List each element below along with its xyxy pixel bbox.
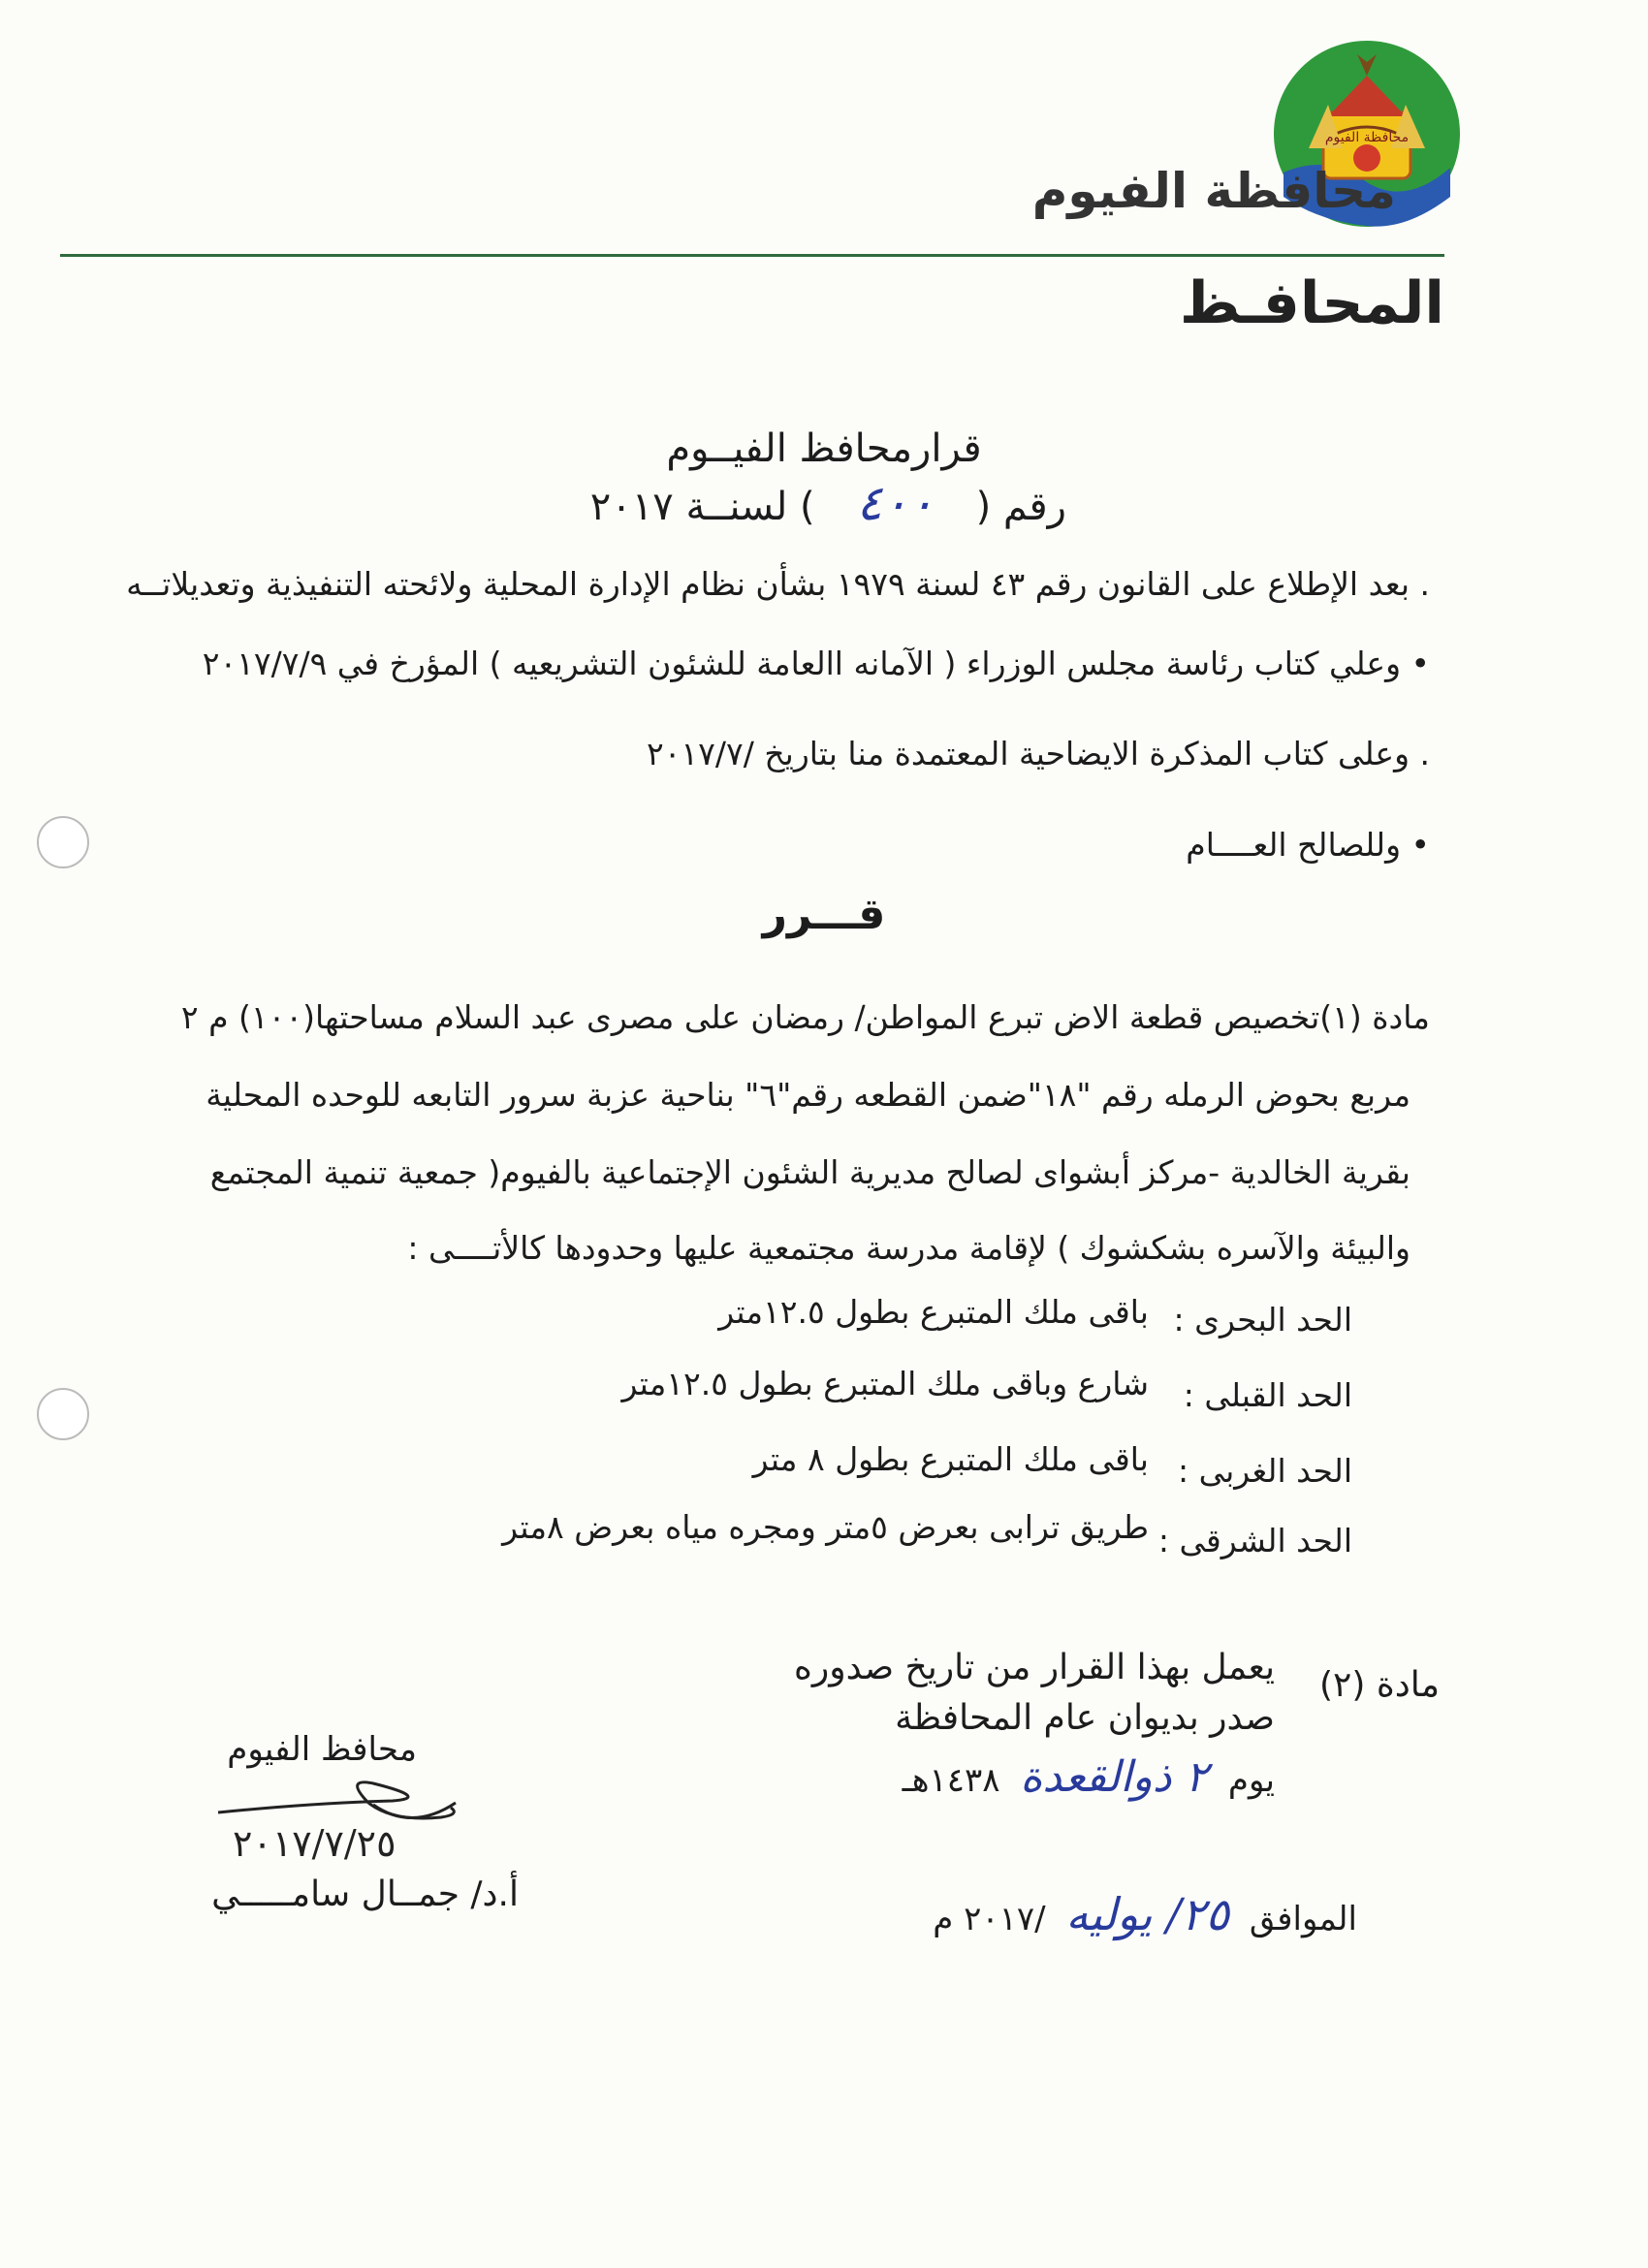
preamble-line: . وعلى كتاب المذكرة الايضاحية المعتمدة منا بتاريخ /٢٠١٧/٧	[646, 735, 1430, 772]
hijri-handwritten: ٢ ذوالقعدة	[1020, 1752, 1209, 1802]
punch-hole	[37, 1388, 89, 1440]
article2-text: يعمل بهذا القرار من تاريخ صدوره	[793, 1648, 1275, 1687]
gregorian-prefix: الموافق	[1249, 1900, 1357, 1938]
hijri-prefix: يوم	[1227, 1761, 1275, 1800]
governor-heading: المحافـظ	[1179, 269, 1444, 337]
boundary-label: الحد الشرقى :	[1157, 1522, 1352, 1559]
hijri-year: ١٤٣٨هـ	[902, 1761, 1000, 1800]
logo-text: محافظة الفيوم	[1324, 130, 1410, 145]
decided-heading: قـــرر	[762, 890, 886, 939]
boundary-value: باقى ملك المتبرع بطول ١٢.٥متر	[718, 1293, 1149, 1331]
decision-title: قرارمحافظ الفيــوم	[666, 426, 982, 471]
article1-line: مادة (١)تخصيص قطعة الاض تبرع المواطن/ رمضان على مصرى عبد السلام مساحتها(١٠٠) م ٢	[180, 998, 1430, 1036]
signatory-name: أ.د/ جمــال سامـــــي	[211, 1874, 519, 1914]
article1-line: بقرية الخالدية -مركز أبشواى لصالح مديرية الشئون الإجتماعية بالفيوم( جمعية تنمية المجتمع	[209, 1153, 1410, 1191]
signature-title: محافظ الفيوم	[227, 1730, 417, 1769]
boundary-label: الحد القبلى :	[1183, 1376, 1352, 1414]
decision-number-prefix: رقم (	[975, 485, 1066, 529]
gregorian-year: /٢٠١٧ م	[933, 1900, 1046, 1938]
boundary-label: الحد الغربى :	[1178, 1452, 1352, 1490]
article1-line: مربع بحوض الرمله رقم "١٨"ضمن القطعه رقم"٦" بناحية عزبة سرور التابعه للوحده المحلية	[206, 1076, 1410, 1114]
gregorian-handwritten: ٢٥/ يوليه	[1065, 1888, 1230, 1940]
punch-hole	[37, 816, 89, 868]
boundary-value: شارع وباقى ملك المتبرع بطول ١٢.٥متر	[621, 1365, 1149, 1402]
signature-date: ٢٠١٧/٧/٢٥	[233, 1822, 396, 1865]
decision-number: ٤٠٠	[856, 475, 935, 531]
boundary-label: الحد البحرى :	[1173, 1301, 1352, 1339]
hijri-date	[903, 1752, 1275, 1802]
article2-label: مادة (٢)	[1318, 1665, 1440, 1705]
boundary-value: باقى ملك المتبرع بطول ٨ متر	[752, 1440, 1149, 1478]
preamble-line: • وعلي كتاب رئاسة مجلس الوزراء ( الآمانه االعامة للشئون التشريعيه ) المؤرخ في ٢٠١٧/٧/٩	[202, 645, 1430, 682]
decision-year: ) لسنــة ٢٠١٧	[589, 485, 815, 529]
preamble-line: . بعد الإطلاع على القانون رقم ٤٣ لسنة ١٩٧٩ بشأن نظام الإدارة المحلية ولائحته التنفيذية وتعديلاتــه	[126, 565, 1430, 603]
preamble-line: • وللصالح العــــام	[1186, 826, 1430, 864]
issued-at: صدر بديوان عام المحافظة	[895, 1698, 1275, 1738]
boundary-value: طريق ترابى بعرض ٥متر ومجره مياه بعرض ٨متر	[502, 1508, 1149, 1546]
decision-number-line	[543, 475, 1066, 543]
gregorian-date	[933, 1888, 1357, 1940]
governorate-name: محافظة الفيوم	[1031, 163, 1396, 219]
article1-line: والبيئة والآسره بشكشوك ) لإقامة مدرسة مجتمعية عليها وحدودها كالأتــــى :	[407, 1229, 1410, 1267]
header-divider	[60, 254, 1444, 257]
